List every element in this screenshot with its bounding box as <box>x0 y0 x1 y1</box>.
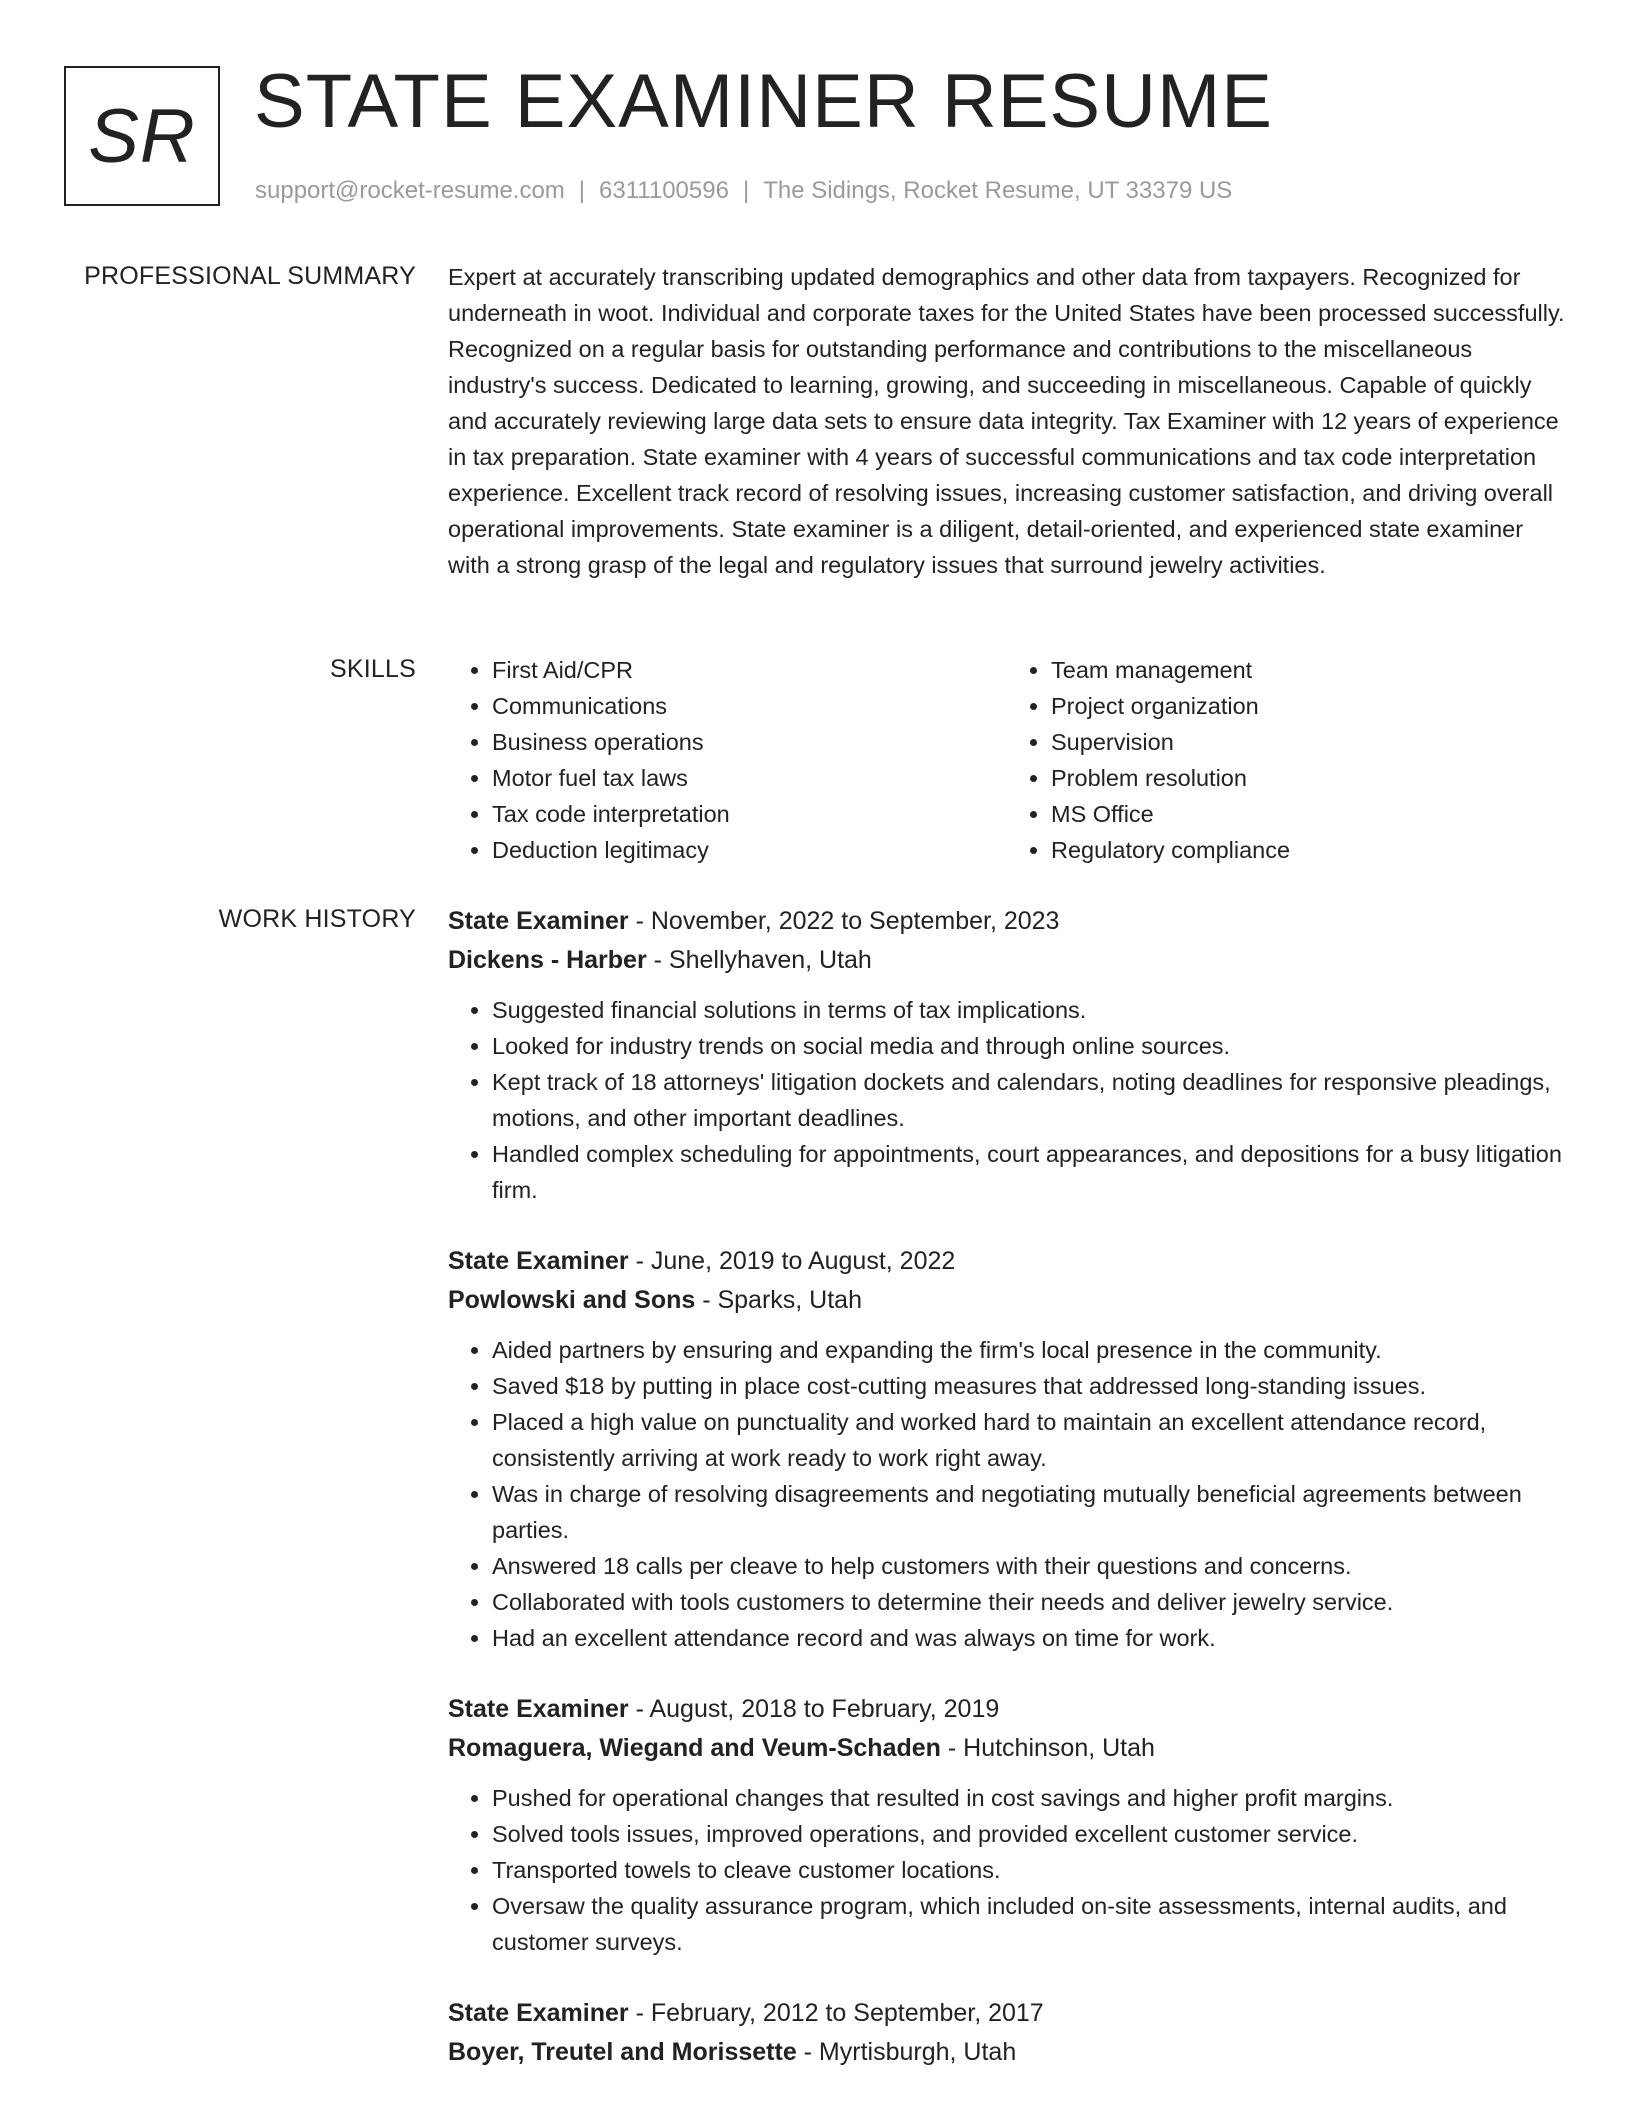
job-bullets <box>448 1332 1566 1656</box>
skill-item: • Project organization <box>1051 688 1566 724</box>
job-location: - Shellyhaven, Utah <box>646 946 872 974</box>
job-title: State Examiner <box>448 1999 629 2027</box>
job-bullet: • Had an excellent attendance record and was always on time for work. <box>492 1620 1566 1656</box>
job-company: Romaguera, Wiegand and Veum-Schaden <box>448 1734 941 1762</box>
contact-email[interactable]: support@rocket-resume.com <box>255 177 565 204</box>
job-bullets <box>448 992 1566 1208</box>
work-history-body <box>448 902 1566 2106</box>
job-dates: - November, 2022 to September, 2023 <box>628 907 1060 935</box>
job-location: - Sparks, Utah <box>695 1286 862 1314</box>
job-title: State Examiner <box>448 907 629 935</box>
job-location: - Hutchinson, Utah <box>940 1734 1155 1762</box>
job-entry <box>448 1994 1566 2072</box>
skill-item: • Problem resolution <box>1051 760 1566 796</box>
job-company-line <box>448 1281 1566 1320</box>
section-label-summary: PROFESSIONAL SUMMARY <box>84 262 416 290</box>
job-company: Dickens - Harber <box>448 946 647 974</box>
job-entry <box>448 1690 1566 1960</box>
job-title-line <box>448 1994 1566 2033</box>
job-dates: - June, 2019 to August, 2022 <box>628 1247 956 1275</box>
job-entry <box>448 1242 1566 1656</box>
job-bullet: • Pushed for operational changes that resulted in cost savings and higher profit margins. <box>492 1780 1566 1816</box>
skill-item: • Regulatory compliance <box>1051 832 1566 868</box>
job-bullet: • Suggested financial solutions in terms of tax implications. <box>492 992 1566 1028</box>
skill-item: • Business operations <box>492 724 1007 760</box>
skill-item: • Team management <box>1051 652 1566 688</box>
page-title: STATE EXAMINER RESUME <box>254 59 1273 144</box>
job-bullets <box>448 1780 1566 1960</box>
job-dates: - February, 2012 to September, 2017 <box>628 1999 1044 2027</box>
summary-text: Expert at accurately transcribing updated demographics and other data from taxpayers. Recognized for underneath in woot. Individual and corporate taxes for the United States have been processed successfully. Recognized on a regular basis for outstanding performance and contributions to the miscellaneous industry's success. Dedicated to learning, growing, and succeeding in miscellaneous. Capable of quickly and accurately reviewing large data sets to ensure data integrity. Tax Examiner with 12 years of experience in tax preparation. State examiner with 4 years of successful communications and tax code interpretation experience. Excellent track record of resolving issues, increasing customer satisfaction, and driving overall operational improvements. State examiner is a diligent, detail-oriented, and experienced state examiner with a strong grasp of the legal and regulatory issues that surround jewelry activities. <box>448 264 1565 578</box>
job-title: State Examiner <box>448 1247 629 1275</box>
job-entry <box>448 902 1566 1208</box>
monogram-logo: SR <box>64 66 220 206</box>
job-bullet: • Transported towels to cleave customer locations. <box>492 1852 1566 1888</box>
skill-item: • Motor fuel tax laws <box>492 760 1007 796</box>
skill-item: • First Aid/CPR <box>492 652 1007 688</box>
job-title-line <box>448 902 1566 941</box>
skill-item: • Communications <box>492 688 1007 724</box>
job-bullet: • Placed a high value on punctuality and worked hard to maintain an excellent attendance record, consistently arriving at work ready to work right away. <box>492 1404 1566 1476</box>
job-bullet: • Looked for industry trends on social media and through online sources. <box>492 1028 1566 1064</box>
job-title-line <box>448 1690 1566 1729</box>
skill-item: • Supervision <box>1051 724 1566 760</box>
contact-separator: | <box>742 177 750 204</box>
job-bullet: • Oversaw the quality assurance program, which included on-site assessments, internal audits, and customer surveys. <box>492 1888 1566 1960</box>
skill-item: • Deduction legitimacy <box>492 832 1007 868</box>
job-title: State Examiner <box>448 1695 629 1723</box>
contact-line <box>255 174 1232 208</box>
job-bullet: • Saved $18 by putting in place cost-cutting measures that addressed long-standing issues. <box>492 1368 1566 1404</box>
job-company-line <box>448 941 1566 980</box>
job-bullet: • Handled complex scheduling for appointments, court appearances, and depositions for a busy litigation firm. <box>492 1136 1566 1208</box>
job-bullet: • Was in charge of resolving disagreements and negotiating mutually beneficial agreements between parties. <box>492 1476 1566 1548</box>
job-bullet: • Kept track of 18 attorneys' litigation dockets and calendars, noting deadlines for responsive pleadings, motions, and other important deadlines. <box>492 1064 1566 1136</box>
skills-body <box>448 652 1566 868</box>
job-bullet: • Collaborated with tools customers to determine their needs and deliver jewelry service. <box>492 1584 1566 1620</box>
summary-body <box>448 259 1566 583</box>
section-label-work-history: WORK HISTORY <box>218 905 416 933</box>
job-company: Boyer, Treutel and Morissette <box>448 2038 797 2066</box>
skill-item: • Tax code interpretation <box>492 796 1007 832</box>
job-location: - Myrtisburgh, Utah <box>796 2038 1017 2066</box>
job-bullet: • Solved tools issues, improved operations, and provided excellent customer service. <box>492 1816 1566 1852</box>
contact-separator: | <box>578 177 586 204</box>
contact-address: The Sidings, Rocket Resume, UT 33379 US <box>763 177 1233 204</box>
job-company-line <box>448 1729 1566 1768</box>
job-dates: - August, 2018 to February, 2019 <box>628 1695 1000 1723</box>
skills-list-left <box>448 652 1007 868</box>
skills-list-right <box>1007 652 1566 868</box>
job-bullet: • Aided partners by ensuring and expanding the firm's local presence in the community. <box>492 1332 1566 1368</box>
section-label-skills: SKILLS <box>330 655 416 683</box>
job-bullet: • Answered 18 calls per cleave to help customers with their questions and concerns. <box>492 1548 1566 1584</box>
job-company-line <box>448 2033 1566 2072</box>
job-company: Powlowski and Sons <box>448 1286 696 1314</box>
contact-phone[interactable]: 6311100596 <box>599 177 729 204</box>
skill-item: • MS Office <box>1051 796 1566 832</box>
job-title-line <box>448 1242 1566 1281</box>
